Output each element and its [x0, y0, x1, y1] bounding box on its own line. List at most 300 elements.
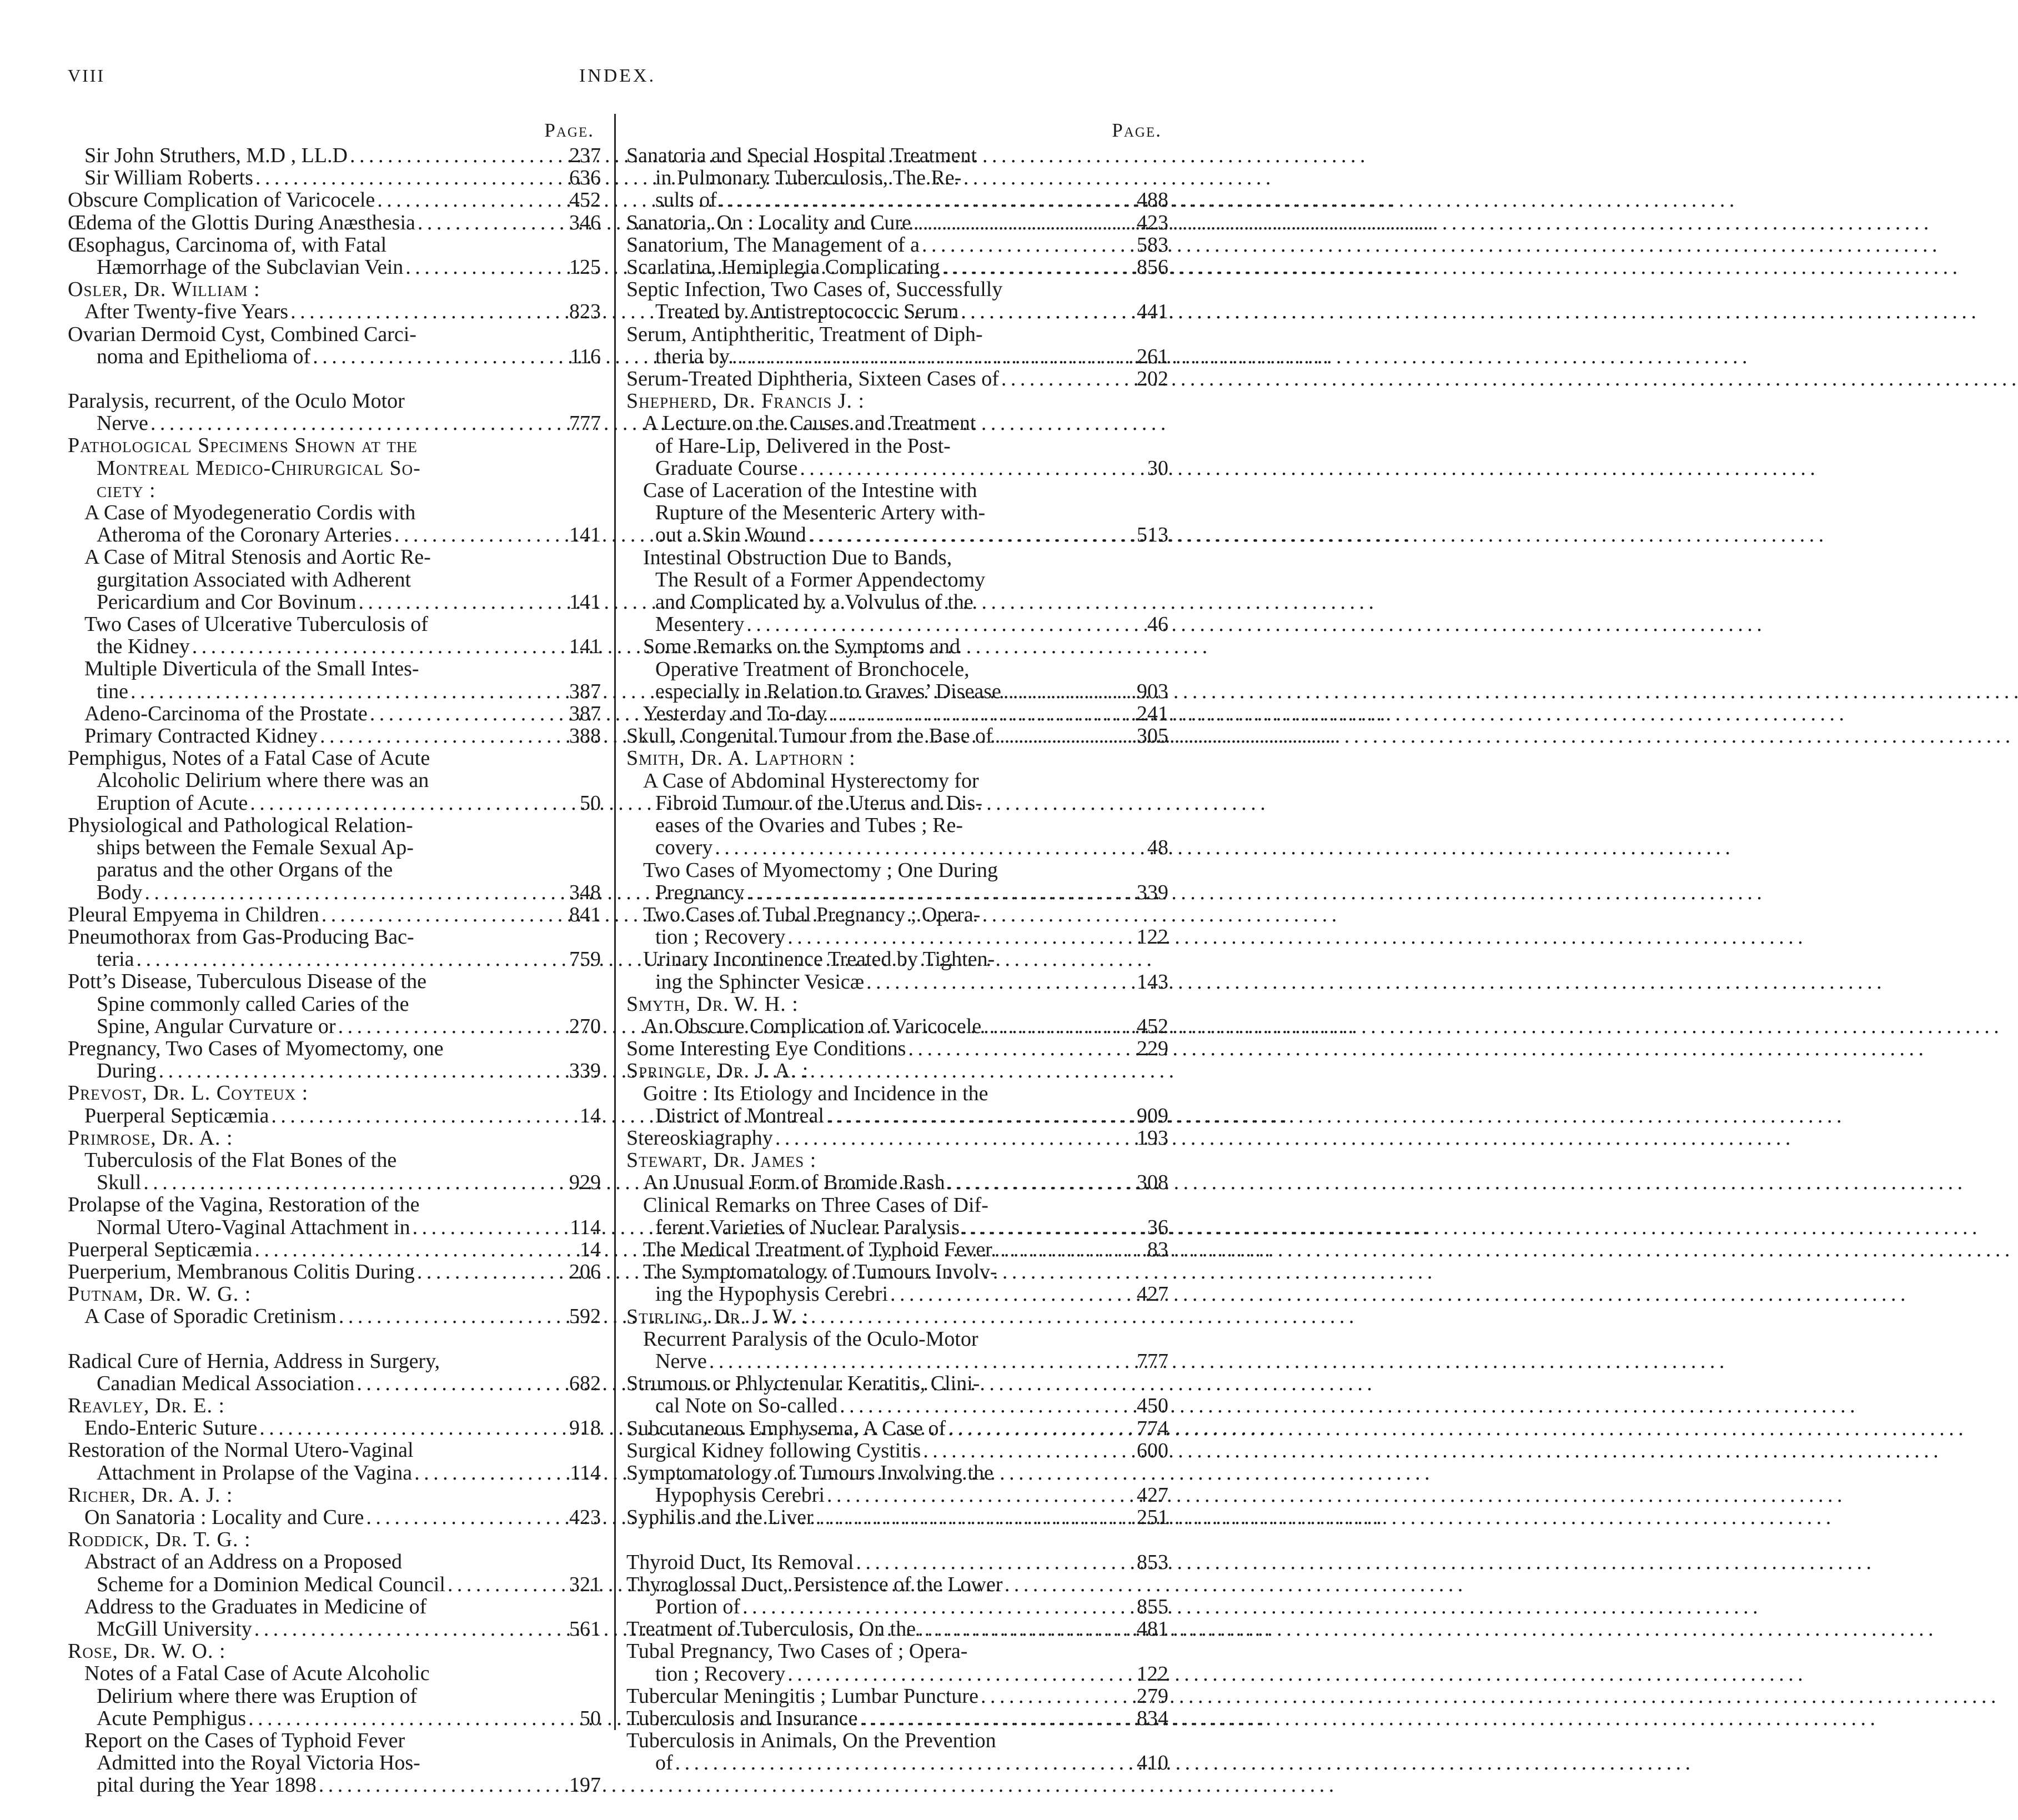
- page-number: 561: [569, 1617, 601, 1641]
- dot-leader: [255, 167, 567, 189]
- entry-line: [68, 1350, 601, 1372]
- index-entry: [626, 212, 1168, 234]
- page-number: 423: [1137, 210, 1168, 234]
- entry-line: [68, 457, 601, 479]
- entry-line: [626, 1596, 1168, 1618]
- entry-line: [626, 792, 1168, 814]
- entry-line: [68, 1216, 601, 1239]
- page-number: 261: [1137, 344, 1168, 368]
- index-entry: [68, 1729, 601, 1797]
- entry-line: [68, 1239, 601, 1261]
- entry-line: [626, 256, 1168, 278]
- entry-line: [626, 948, 1168, 970]
- dot-leader: [908, 1037, 1135, 1060]
- entry-text: Nerve: [655, 1349, 707, 1373]
- dot-leader: [137, 948, 567, 970]
- entry-line: [68, 1551, 601, 1573]
- entry-line: [68, 1618, 601, 1640]
- index-entry: [68, 300, 601, 323]
- entry-text: Graduate Course: [655, 456, 798, 480]
- page-number: 856: [1137, 255, 1168, 279]
- page-number: 777: [1137, 1349, 1168, 1373]
- page-column-label: Page.: [1112, 119, 1162, 141]
- entry-text: The Symptomatology of Tumours Involv-: [643, 1260, 997, 1284]
- index-entry: [68, 658, 601, 702]
- entry-text: Goitre : Its Etiology and Incidence in the: [643, 1081, 988, 1105]
- entry-line: [626, 278, 1168, 300]
- index-entry: [68, 1239, 601, 1261]
- entry-line: [626, 524, 1168, 546]
- entry-text: Septic Infection, Two Cases of, Successfully: [626, 278, 1003, 302]
- dot-leader: [248, 1707, 568, 1729]
- entry-line: [68, 278, 601, 300]
- index-entry: [68, 970, 601, 1037]
- dot-leader: [130, 680, 567, 703]
- page-number: 339: [569, 1059, 601, 1083]
- entry-text: Yesterday and To-day: [643, 702, 827, 726]
- entry-line: [626, 1149, 1168, 1171]
- dot-leader: [413, 1216, 568, 1239]
- index-entry: [626, 859, 1168, 904]
- index-entry: [626, 323, 1168, 368]
- entry-text: Some Interesting Eye Conditions: [626, 1037, 906, 1061]
- entry-text: Two Cases of Ulcerative Tuberculosis of: [84, 613, 428, 636]
- entry-line: [626, 457, 1168, 479]
- entry-line: [68, 1439, 601, 1461]
- page-number: 452: [1137, 1014, 1168, 1038]
- entry-text: especially in Relation to Graves’ Disease: [655, 679, 1001, 703]
- page-number: 450: [1137, 1394, 1168, 1418]
- entry-text: Clinical Remarks on Three Cases of Dif-: [643, 1193, 988, 1217]
- dot-leader: [675, 1752, 1135, 1774]
- entry-line: [68, 658, 601, 680]
- dot-leader: [313, 345, 568, 368]
- entry-line: [626, 881, 1168, 904]
- page-number: 143: [1137, 970, 1168, 994]
- entry-line: [68, 747, 601, 769]
- index-entry: [68, 1640, 601, 1662]
- entry-text: Tubal Pregnancy, Two Cases of ; Opera-: [626, 1639, 968, 1663]
- entry-text: cal Note on So-called: [655, 1394, 838, 1418]
- entry-line: [626, 1462, 1168, 1484]
- dot-leader: [394, 524, 567, 546]
- page-number: 141: [569, 523, 601, 547]
- page-number: 50: [580, 791, 601, 815]
- entry-text: Serum-Treated Diphtheria, Sixteen Cases of: [626, 367, 999, 391]
- dot-leader: [254, 1239, 568, 1261]
- entry-text: Shepherd, Dr. Francis J. :: [626, 389, 865, 413]
- entry-text: McGill University: [97, 1617, 252, 1641]
- page-number: 50: [580, 1706, 601, 1730]
- index-entry: [626, 1685, 1168, 1707]
- entry-line: [68, 144, 601, 167]
- dot-leader: [866, 971, 1135, 993]
- entry-text: pital during the Year 1898: [97, 1773, 317, 1797]
- entry-line: [68, 725, 601, 747]
- entry-line: [626, 1060, 1168, 1082]
- entry-text: A Lecture on the Causes and Treatment: [643, 412, 976, 435]
- entry-line: [68, 1395, 601, 1417]
- entry-line: [68, 591, 601, 613]
- entry-text: Acute Pemphigus: [97, 1706, 247, 1730]
- index-entry: [68, 189, 601, 211]
- entry-text: Thyroid Duct, Its Removal: [626, 1550, 854, 1574]
- entry-text: Report on the Cases of Typhoid Fever: [84, 1729, 405, 1753]
- entry-line: [626, 1372, 1168, 1395]
- dot-leader: [922, 234, 1135, 256]
- entry-line: [626, 703, 1168, 725]
- entry-line: [626, 591, 1168, 613]
- entry-text: Recurrent Paralysis of the Oculo-Motor: [643, 1327, 978, 1351]
- entry-text: ships between the Female Sexual Ap-: [97, 836, 414, 860]
- entry-line: [626, 747, 1168, 769]
- page-number: 387: [569, 679, 601, 703]
- entry-text: Hæmorrhage of the Subclavian Vein: [97, 255, 404, 279]
- entry-line: [626, 1618, 1168, 1640]
- dot-leader: [981, 1685, 1135, 1707]
- page-number: 270: [569, 1014, 601, 1038]
- dot-leader: [250, 792, 568, 814]
- index-entry: [626, 1171, 1168, 1194]
- entry-line: [68, 502, 601, 524]
- dot-leader: [339, 1305, 567, 1327]
- entry-line: [626, 390, 1168, 412]
- dot-leader: [414, 1462, 568, 1484]
- page-number: 241: [1137, 702, 1168, 726]
- dot-leader: [860, 1707, 1135, 1729]
- page-number: 346: [569, 210, 601, 234]
- index-entry: [68, 323, 601, 368]
- entry-text: ciety :: [97, 478, 156, 502]
- index-entry: [626, 1149, 1168, 1171]
- entry-text: Prevost, Dr. L. Coyteux :: [68, 1081, 309, 1105]
- entry-text: Serum, Antiphtheritic, Treatment of Diph-: [626, 322, 983, 346]
- entry-line: [68, 993, 601, 1015]
- index-entry: [68, 546, 601, 613]
- index-entry: [626, 993, 1168, 1015]
- index-entry: [626, 1440, 1168, 1462]
- entry-line: [626, 635, 1168, 658]
- entry-line: [626, 613, 1168, 635]
- entry-text: Tuberculosis of the Flat Bones of the: [84, 1148, 397, 1172]
- page-number: 30: [1147, 456, 1168, 480]
- entry-text: Primary Contracted Kidney: [84, 724, 318, 748]
- entry-text: Case of Laceration of the Intestine with: [643, 479, 977, 503]
- entry-line: [626, 904, 1168, 926]
- entry-text: Alcoholic Delirium where there was an: [97, 769, 429, 793]
- index-column-right: [626, 117, 1168, 1774]
- entry-text: Sir John Struthers, M.D , LL.D: [84, 144, 348, 167]
- entry-text: Smyth, Dr. W. H. :: [626, 992, 799, 1016]
- dot-leader: [995, 1239, 1135, 1261]
- entry-text: Treated by Antistreptococcic Serum: [655, 300, 959, 324]
- entry-line: [68, 1194, 601, 1216]
- page-number: 114: [570, 1215, 601, 1239]
- entry-text: Normal Utero-Vaginal Attachment in: [97, 1215, 410, 1239]
- entry-line: [68, 189, 601, 211]
- entry-text: Spine commonly called Caries of the: [97, 992, 409, 1016]
- dot-leader: [405, 256, 567, 278]
- page-number: 114: [570, 1461, 601, 1485]
- page-number: 141: [569, 635, 601, 659]
- dot-leader: [840, 1395, 1135, 1417]
- dot-leader: [719, 189, 1135, 211]
- dot-leader: [742, 1596, 1135, 1618]
- entry-text: Fibroid Tumour of the Uterus and Dis-: [655, 791, 982, 815]
- page-number: 583: [1137, 233, 1168, 257]
- dot-leader: [150, 412, 567, 434]
- index-entry: [626, 725, 1168, 747]
- entry-text: Restoration of the Normal Utero-Vaginal: [68, 1438, 414, 1462]
- index-entry: [68, 1439, 601, 1483]
- entry-text: The Result of a Former Appendectomy: [655, 568, 986, 591]
- entry-line: [626, 167, 1168, 189]
- entry-line: [68, 1015, 601, 1037]
- dot-leader: [1003, 680, 1135, 703]
- index-entry: [68, 1082, 601, 1104]
- entry-line: [626, 658, 1168, 680]
- index-entry: [68, 390, 601, 434]
- entry-line: [626, 1640, 1168, 1662]
- dot-leader: [787, 1663, 1135, 1685]
- dot-leader: [962, 1216, 1135, 1239]
- dot-leader: [983, 1015, 1135, 1037]
- page-number: 441: [1137, 300, 1168, 324]
- entry-text: Scarlatina, Hemiplegia Complicating: [626, 255, 940, 279]
- entry-line: [68, 300, 601, 323]
- dot-leader: [377, 189, 567, 211]
- entry-text: Canadian Medical Association: [97, 1371, 355, 1395]
- entry-line: [626, 1216, 1168, 1239]
- index-entry: [68, 904, 601, 926]
- page-number: 427: [1137, 1282, 1168, 1306]
- entry-line: [68, 814, 601, 836]
- dot-leader: [448, 1573, 567, 1596]
- entry-text: Pott’s Disease, Tuberculous Disease of the: [68, 970, 426, 994]
- entry-text: During: [97, 1059, 157, 1083]
- entry-text: Thyroglossal Duct, Persistence of the Lower: [626, 1572, 1003, 1596]
- entry-line: [68, 1060, 601, 1082]
- dot-leader: [732, 345, 1135, 368]
- dot-leader: [746, 881, 1135, 904]
- entry-line: [626, 836, 1168, 859]
- entry-text: Address to the Graduates in Medicine of: [84, 1595, 427, 1618]
- entry-text: Œdema of the Glottis During Anæsthesia: [68, 210, 415, 234]
- entry-line: [626, 1663, 1168, 1685]
- page-number: 452: [569, 188, 601, 212]
- entry-line: [68, 390, 601, 412]
- index-entry: [626, 1707, 1168, 1729]
- entry-text: covery: [655, 836, 713, 860]
- entry-text: A Case of Myodegeneratio Cordis with: [84, 501, 416, 525]
- index-entry: [626, 479, 1168, 546]
- entry-text: eases of the Ovaries and Tubes ; Re-: [655, 814, 963, 838]
- entry-line: [626, 926, 1168, 948]
- entry-text: Adeno-Carcinoma of the Prostate: [84, 701, 368, 725]
- entry-line: [626, 770, 1168, 792]
- index-entry: [68, 1662, 601, 1729]
- dot-leader: [144, 881, 567, 904]
- entry-line: [626, 1729, 1168, 1752]
- index-entry: [626, 1417, 1168, 1440]
- index-entry: [68, 1261, 601, 1283]
- page-number: 855: [1137, 1595, 1168, 1618]
- page-number: 122: [1137, 925, 1168, 949]
- entry-text: Spine, Angular Curvature or: [97, 1014, 336, 1038]
- index-entry: [68, 1528, 601, 1551]
- entry-text: of Hare-Lip, Delivered in the Post-: [655, 434, 951, 458]
- entry-line: [626, 1484, 1168, 1506]
- index-entry: [626, 546, 1168, 636]
- entry-line: [68, 479, 601, 502]
- dot-leader: [918, 1618, 1135, 1640]
- index-entry: [68, 926, 601, 970]
- index-entry: [68, 1149, 601, 1194]
- index-entry: [68, 1194, 601, 1238]
- dot-leader: [827, 1484, 1135, 1506]
- entry-line: [68, 1417, 601, 1439]
- dot-leader: [961, 300, 1135, 323]
- dot-leader: [143, 1171, 567, 1194]
- dot-leader: [159, 1060, 567, 1082]
- page-number: 841: [569, 903, 601, 926]
- page-number: 193: [1137, 1126, 1168, 1150]
- entry-line: [626, 814, 1168, 836]
- entry-line: [626, 1082, 1168, 1105]
- entry-line: [626, 323, 1168, 345]
- entry-text: out a Skin Wound: [655, 523, 806, 547]
- entry-line: [626, 680, 1168, 703]
- page-number: 834: [1137, 1707, 1168, 1731]
- index-entry: [68, 1484, 601, 1506]
- entry-line: [68, 836, 601, 859]
- entry-line: [68, 1573, 601, 1596]
- entry-text: Body: [97, 880, 143, 904]
- section-gap: [68, 368, 601, 390]
- index-entry: [68, 502, 601, 546]
- entry-text: Multiple Diverticula of the Small Intes-: [84, 657, 419, 681]
- entry-line: [626, 993, 1168, 1015]
- entry-line: [626, 345, 1168, 368]
- index-entry: [68, 747, 601, 814]
- entry-line: [68, 1105, 601, 1127]
- index-entry: [68, 1105, 601, 1127]
- entry-line: [68, 1283, 601, 1305]
- entry-text: Rupture of the Mesenteric Artery with-: [655, 501, 986, 525]
- entry-line: [68, 1462, 601, 1484]
- page-number: 14: [580, 1237, 601, 1261]
- page-number: 125: [569, 255, 601, 279]
- dot-leader: [322, 904, 567, 926]
- entry-line: [68, 613, 601, 635]
- index-entry: [68, 1506, 601, 1528]
- entry-line: [626, 1037, 1168, 1060]
- entry-text: Montreal Medico-Chirurgical So-: [97, 456, 421, 480]
- entry-text: Strumous or Phlyctenular Keratitis, Clini-: [626, 1372, 980, 1396]
- entry-text: Sir William Roberts: [84, 166, 253, 190]
- entry-line: [626, 1261, 1168, 1283]
- entry-line: [68, 1171, 601, 1194]
- entry-text: Puerperal Septicæmia: [84, 1104, 269, 1127]
- dot-leader: [338, 1015, 567, 1037]
- entry-text: Nerve: [97, 412, 148, 435]
- dot-leader: [890, 1283, 1135, 1305]
- dot-leader: [715, 836, 1135, 859]
- entry-line: [68, 1662, 601, 1684]
- page-number: 909: [1137, 1104, 1168, 1127]
- index-entry: [626, 1194, 1168, 1239]
- page-number: 427: [1137, 1483, 1168, 1507]
- entry-line: [68, 1707, 601, 1729]
- entry-line: [626, 546, 1168, 569]
- dot-leader: [271, 1105, 568, 1127]
- entry-text: the Kidney: [97, 635, 190, 659]
- entry-text: sults of: [655, 188, 717, 212]
- index-entry: [68, 1350, 601, 1395]
- page-number: 206: [569, 1260, 601, 1283]
- entry-text: Some Remarks on the Symptoms and: [643, 635, 961, 659]
- entry-line: [68, 792, 601, 814]
- index-entry: [68, 703, 601, 725]
- entry-text: Pneumothorax from Gas-Producing Bac-: [68, 925, 414, 949]
- entry-line: [68, 1082, 601, 1104]
- entry-line: [626, 1506, 1168, 1528]
- entry-text: Atheroma of the Coronary Arteries: [97, 523, 392, 547]
- dot-leader: [366, 1506, 567, 1528]
- dot-leader: [359, 591, 567, 613]
- entry-line: [626, 1127, 1168, 1149]
- entry-line: [626, 479, 1168, 502]
- entry-line: [626, 1685, 1168, 1707]
- page-number: 279: [1137, 1684, 1168, 1708]
- index-entry: [626, 1015, 1168, 1037]
- index-entry: [68, 234, 601, 278]
- entry-line: [68, 1127, 601, 1149]
- page-number: 83: [1147, 1237, 1168, 1261]
- dot-leader: [826, 1105, 1135, 1127]
- entry-line: [626, 1395, 1168, 1417]
- page-number: 592: [569, 1305, 601, 1328]
- entry-text: Syphilis and the Liver: [626, 1506, 814, 1530]
- index-entry: [626, 1551, 1168, 1573]
- entry-line: [626, 212, 1168, 234]
- entry-text: Stirling, Dr. J. W. :: [626, 1305, 809, 1328]
- index-entry: [626, 278, 1168, 323]
- dot-leader: [829, 703, 1135, 725]
- index-entry: [68, 1283, 601, 1305]
- entry-text: theria by: [655, 344, 730, 368]
- entry-line: [68, 1729, 601, 1752]
- index-entry: [626, 144, 1168, 212]
- index-entry: [68, 1127, 601, 1149]
- page-number: 348: [569, 880, 601, 904]
- entry-line: [626, 1328, 1168, 1350]
- entry-line: [626, 725, 1168, 747]
- index-entry: [626, 1729, 1168, 1774]
- entry-text: Portion of: [655, 1595, 741, 1618]
- entry-text: tine: [97, 679, 128, 703]
- page-number: 929: [569, 1171, 601, 1195]
- index-entry: [68, 1395, 601, 1417]
- page-number: 823: [569, 300, 601, 324]
- entry-text: On Sanatoria : Locality and Cure: [84, 1505, 364, 1529]
- index-entry: [626, 635, 1168, 703]
- dot-leader: [746, 613, 1135, 635]
- page-number: 903: [1137, 679, 1168, 703]
- entry-text: Skull, Congenital Tumour from the Base of: [626, 724, 993, 748]
- entry-line: [68, 703, 601, 725]
- dot-leader: [254, 1618, 567, 1640]
